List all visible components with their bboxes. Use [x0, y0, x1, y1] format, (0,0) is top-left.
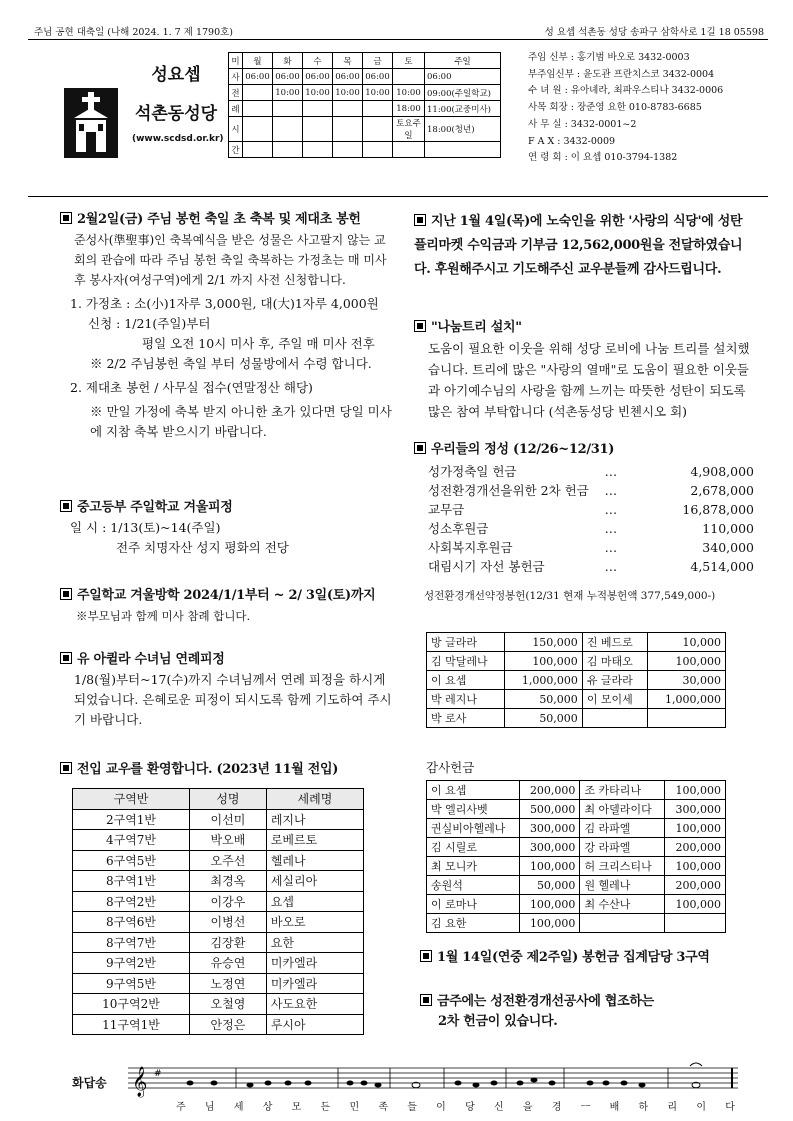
section-body: 1/8(월)부터~17(수)까지 수녀님께서 연례 피정을 하시게 되었습니다. 은혜로운 피정이 되시도록 함께 기도하여 주시기 바랍니다.	[74, 672, 392, 727]
side-label: 전	[229, 85, 243, 101]
mass-time: 10:00	[363, 85, 393, 101]
offering-dots: …	[604, 483, 618, 498]
table-cell: 200,000	[519, 781, 580, 800]
table-cell: 미카엘라	[266, 973, 363, 994]
table-cell: 6구역5반	[73, 850, 190, 871]
offering-amount: 340,000	[702, 540, 754, 555]
table-cell: 최경옥	[190, 871, 267, 892]
thanks-table	[426, 780, 726, 933]
pledge-table	[426, 632, 726, 728]
mass-time	[243, 85, 273, 101]
table-cell	[582, 709, 648, 728]
bullet-square-icon	[414, 442, 426, 454]
table-row	[427, 895, 726, 914]
section-title: 전입 교우를 환영합니다. (2023년 11월 전입)	[60, 760, 395, 780]
table-cell: 진 베드로	[582, 633, 648, 652]
thanks-title: 감사헌금	[426, 760, 475, 775]
table-cell: 50,000	[505, 709, 583, 728]
lyric-syllable: 님	[204, 1102, 216, 1113]
bullet-square-icon	[60, 588, 72, 600]
side-label: 시	[229, 117, 243, 142]
lyric-syllable: 다	[725, 1102, 736, 1113]
psalm-label: 화답송	[72, 1076, 107, 1090]
candle-note-2: ※ 만일 가정에 축복 받지 아니한 초가 있다면 당일 미사에 지참 축복 받으시기 바랍니다.	[90, 404, 392, 439]
mass-time: 11:00(교중미사)	[425, 101, 501, 117]
table-cell: 100,000	[648, 652, 726, 671]
offering-amount: 2,678,000	[690, 483, 754, 498]
mass-schedule-table	[228, 52, 501, 158]
table-cell: 8구역1반	[73, 871, 190, 892]
lyric-syllable: 든	[320, 1102, 332, 1113]
lyric-syllable: 리	[667, 1102, 679, 1113]
table-row	[427, 633, 726, 652]
contact-line: F A X : 3432-0009	[528, 135, 616, 147]
table-cell: 8구역6반	[73, 912, 190, 933]
section-title: 주일학교 겨울방학 2024/1/1부터 ~ 2/ 3일(토)까지	[60, 586, 395, 606]
church-address: 성 요셉 석촌동 성당 송파구 삼학사로 1길 18 05598	[544, 27, 764, 38]
issue-info: 주님 공현 대축일 (나해 2024. 1. 7 제 1790호)	[34, 27, 233, 38]
offering-label: 대림시기 자선 봉헌금	[428, 559, 545, 574]
offering-row	[428, 538, 754, 557]
section-offerings	[414, 440, 754, 606]
section-vacation	[60, 586, 395, 626]
table-cell: 최 아델라이다	[580, 800, 665, 819]
table-cell: 허 크리스티나	[580, 857, 665, 876]
table-cell: 로베르토	[266, 830, 363, 851]
bullet-square-icon	[60, 212, 72, 224]
table-cell: 유승연	[190, 953, 267, 974]
section-title: 우리들의 정성 (12/26~12/31)	[414, 440, 754, 460]
table-row	[427, 819, 726, 838]
table-cell	[648, 709, 726, 728]
retreat-place: 전주 치명자산 성지 평화의 전당	[116, 540, 289, 555]
table-cell: 요한	[266, 932, 363, 953]
mass-time: 토요주일	[393, 117, 425, 142]
section-title-2: 2차 헌금이 있습니다.	[438, 1014, 558, 1029]
lyric-syllable: ㅡ	[580, 1102, 592, 1113]
table-cell: 바오로	[266, 912, 363, 933]
table-row	[73, 850, 364, 871]
table-cell: 9구역5반	[73, 973, 190, 994]
table-cell	[665, 914, 726, 933]
retreat-date: 일 시 : 1/13(토)~14(주일)	[70, 520, 221, 535]
section-retreat	[60, 498, 395, 558]
lyric-syllable: 하	[638, 1102, 650, 1113]
lyric-syllable: 상	[262, 1102, 274, 1113]
mass-time: 10:00	[393, 85, 425, 101]
table-cell: 500,000	[519, 800, 580, 819]
pledge-title: 성전환경개선약정봉헌(12/31 현재 누적봉헌액 377,549,000-)	[424, 590, 716, 602]
table-cell: 100,000	[519, 895, 580, 914]
church-name-block	[132, 60, 224, 144]
table-cell: 박 엘리사벳	[427, 800, 520, 819]
offering-amount: 16,878,000	[682, 502, 754, 517]
table-cell: 100,000	[665, 819, 726, 838]
side-label: 미	[229, 53, 243, 69]
contact-line: 사목 회장 : 장준영 요한 010-8783-6685	[528, 102, 702, 114]
table-cell: 박 레지나	[427, 690, 505, 709]
table-cell: 오철영	[190, 994, 267, 1015]
table-cell: 이 요셉	[427, 781, 520, 800]
candle-apply-time: 평일 오전 10시 미사 후, 주일 매 미사 전후	[142, 336, 375, 351]
table-cell: 100,000	[665, 857, 726, 876]
table-cell: 노정연	[190, 973, 267, 994]
psalm-lyrics	[176, 1098, 736, 1113]
table-cell: 10,000	[648, 633, 726, 652]
mass-time: 06:00	[425, 69, 501, 85]
table-cell: 50,000	[519, 876, 580, 895]
mass-time: 06:00	[273, 69, 303, 85]
candle-note: ※ 2/2 주님봉헌 축일 부터 성물방에서 수령 합니다.	[90, 356, 372, 371]
table-cell: 8구역2반	[73, 891, 190, 912]
table-cell: 유 글라라	[582, 671, 648, 690]
table-cell: 송원석	[427, 876, 520, 895]
section-newcomers	[60, 760, 395, 780]
section-title: 2월2일(금) 주님 봉헌 축일 초 축복 및 제대초 봉헌	[60, 210, 395, 230]
section-counting-duty	[420, 948, 760, 968]
column-header: 세례명	[266, 789, 363, 810]
table-row	[73, 973, 364, 994]
table-cell: 김 마태오	[582, 652, 648, 671]
offering-row	[428, 519, 754, 538]
lyric-syllable: 모	[291, 1102, 303, 1113]
table-cell: 이 로마나	[427, 895, 520, 914]
offering-label: 교무금	[428, 502, 465, 517]
table-cell: 헬레나	[266, 850, 363, 871]
section-candle	[60, 210, 395, 442]
table-row	[73, 809, 364, 830]
table-cell: 세실리아	[266, 871, 363, 892]
section-sharing-tree	[414, 318, 754, 422]
bullet-square-icon	[414, 320, 426, 332]
church-website: (www.scdsd.or.kr)	[132, 134, 224, 144]
table-cell: 50,000	[505, 690, 583, 709]
masthead-bar	[28, 22, 768, 40]
table-cell: 이 요셉	[427, 671, 505, 690]
table-cell: 30,000	[648, 671, 726, 690]
table-cell: 김 시릴로	[427, 838, 520, 857]
section-title: 지난 1월 4일(목)에 노숙인을 위한 '사랑의 식당'에 성탄 플리마켓 수익금과 기부금 12,562,000원을 전달하였습니다. 후원해주시고 기도해주신 교우분들께 감사드립니다.	[414, 214, 743, 277]
header-divider	[28, 196, 768, 197]
contact-line: 부주임신부 : 윤도관 프란치스코 3432-0004	[528, 68, 715, 80]
bullet-square-icon	[60, 500, 72, 512]
church-name-1: 성요셉	[151, 65, 201, 85]
section-title: 금주에는 성전환경개선공사에 협조하는	[420, 992, 760, 1012]
section-title: "나눔트리 설치"	[414, 318, 754, 338]
table-cell: 레지나	[266, 809, 363, 830]
offering-dots: …	[604, 521, 618, 536]
table-row	[73, 994, 364, 1015]
column-header: 성명	[190, 789, 267, 810]
table-cell: 10구역2반	[73, 994, 190, 1015]
table-row	[73, 912, 364, 933]
table-row	[73, 953, 364, 974]
svg-text:#: #	[154, 1069, 162, 1079]
candle-apply: 신청 : 1/21(주일)부터	[88, 316, 211, 331]
table-cell: 이선미	[190, 809, 267, 830]
table-cell: 4구역7반	[73, 830, 190, 851]
lyric-syllable: 들	[407, 1102, 418, 1113]
mass-time: 06:00	[363, 69, 393, 85]
lyric-syllable: 신	[493, 1102, 505, 1113]
offering-dots: …	[604, 540, 618, 555]
table-cell: 안정은	[190, 1014, 267, 1035]
church-logo	[64, 88, 118, 158]
mass-time	[333, 101, 363, 117]
candle-item-2: 2. 제대초 봉헌 / 사무실 접수(연말정산 해당)	[70, 380, 313, 395]
mass-time	[363, 101, 393, 117]
offering-row	[428, 500, 754, 519]
day-header: 수	[303, 53, 333, 69]
day-header: 화	[273, 53, 303, 69]
table-cell	[580, 914, 665, 933]
bullet-square-icon	[420, 950, 432, 962]
table-row	[427, 652, 726, 671]
mass-time: 18:00(청년)	[425, 117, 501, 142]
table-cell: 최 수산나	[580, 895, 665, 914]
table-cell: 원 헬레나	[580, 876, 665, 895]
table-cell: 김 막달레나	[427, 652, 505, 671]
table-cell: 이 모이세	[582, 690, 648, 709]
table-row	[427, 690, 726, 709]
table-cell: 방 글라라	[427, 633, 505, 652]
table-cell: 미카엘라	[266, 953, 363, 974]
day-header: 목	[333, 53, 363, 69]
mass-time: 10:00	[273, 85, 303, 101]
section-body: 준성사(準聖事)인 축복예식을 받은 성물은 사고팔지 않는 교회의 관습에 따라 주님 봉헌 축일 축복하는 가정초는 매 미사 후 봉사자(여성구역)에게 2/1 까지 사전 신청합니다.	[74, 233, 387, 287]
lyric-syllable: 당	[465, 1102, 476, 1113]
offering-dots: …	[604, 502, 618, 517]
side-label: 례	[229, 101, 243, 117]
table-cell: 박 로사	[427, 709, 505, 728]
table-cell: 김 라파엘	[580, 819, 665, 838]
section-title: 1월 14일(연중 제2주일) 봉헌금 집계담당 3구역	[420, 948, 760, 968]
table-cell: 사도요한	[266, 994, 363, 1015]
table-row	[73, 871, 364, 892]
offering-label: 사회복지후원금	[428, 540, 513, 555]
table-row	[73, 891, 364, 912]
table-row	[427, 671, 726, 690]
table-cell: 200,000	[665, 876, 726, 895]
table-cell: 11구역1반	[73, 1014, 190, 1035]
offering-label: 성소후원금	[428, 521, 489, 536]
day-header: 주일	[425, 53, 501, 69]
lyric-syllable: 이	[436, 1102, 447, 1113]
table-cell: 100,000	[519, 914, 580, 933]
mass-time: 06:00	[303, 69, 333, 85]
day-header: 금	[363, 53, 393, 69]
table-cell: 300,000	[519, 838, 580, 857]
offering-row	[428, 557, 754, 576]
section-donation-report	[414, 210, 754, 282]
table-cell: 1,000,000	[505, 671, 583, 690]
contact-line: 수 녀 원 : 유아녜라, 최파우스티나 3432-0006	[528, 85, 724, 97]
column-header: 구역반	[73, 789, 190, 810]
offering-row	[428, 462, 754, 481]
table-cell: 김 요한	[427, 914, 520, 933]
offering-dots: …	[604, 464, 618, 479]
mass-time: 10:00	[303, 85, 333, 101]
lyric-syllable: 세	[233, 1102, 245, 1113]
mass-time	[303, 101, 333, 117]
bullet-square-icon	[60, 762, 72, 774]
lyric-syllable: 경	[551, 1102, 563, 1113]
contact-line: 주임 신부 : 홍기범 바오로 3432-0003	[528, 52, 690, 63]
church-icon	[64, 88, 118, 158]
table-cell: 이병선	[190, 912, 267, 933]
lyric-syllable: 민	[349, 1102, 361, 1113]
table-row	[427, 781, 726, 800]
mass-time: 06:00	[243, 69, 273, 85]
mass-time	[393, 69, 425, 85]
lyric-syllable: 배	[609, 1102, 621, 1113]
table-cell: 강 라파엘	[580, 838, 665, 857]
section-title: 중고등부 주일학교 겨울피정	[60, 498, 395, 518]
table-cell: 조 카타리나	[580, 781, 665, 800]
offering-label: 성전환경개선을위한 2차 헌금	[428, 483, 589, 498]
table-row	[427, 876, 726, 895]
table-row	[73, 830, 364, 851]
table-cell: 9구역2반	[73, 953, 190, 974]
contact-line: 연 령 회 : 이 요셉 010-3794-1382	[528, 152, 678, 164]
table-cell: 8구역7반	[73, 932, 190, 953]
bullet-square-icon	[414, 214, 426, 226]
lyric-syllable: 이	[696, 1102, 707, 1113]
table-row	[73, 1014, 364, 1035]
table-row	[427, 800, 726, 819]
table-cell: 김장환	[190, 932, 267, 953]
table-row	[427, 857, 726, 876]
table-cell: 권실비아헬레나	[427, 819, 520, 838]
newcomer-table	[72, 788, 364, 1035]
contact-list	[528, 50, 778, 167]
day-header: 토	[393, 53, 425, 69]
day-header: 월	[243, 53, 273, 69]
offering-label: 성가정축일 헌금	[428, 464, 517, 479]
table-row	[73, 932, 364, 953]
table-cell: 최 모니카	[427, 857, 520, 876]
table-cell: 100,000	[505, 652, 583, 671]
lyric-syllable: 을	[522, 1102, 534, 1113]
offering-list	[414, 462, 754, 576]
mass-time: 18:00	[393, 101, 425, 117]
bullet-square-icon	[60, 652, 72, 664]
mass-time: 10:00	[333, 85, 363, 101]
table-cell: 100,000	[519, 857, 580, 876]
lyric-syllable: 족	[378, 1102, 390, 1113]
table-cell: 100,000	[665, 895, 726, 914]
contact-line: 사 무 실 : 3432-0001~2	[528, 118, 637, 130]
offering-row	[428, 481, 754, 500]
table-cell: 요셉	[266, 891, 363, 912]
mass-time: 09:00(주일학교)	[425, 85, 501, 101]
treble-clef-icon: 𝄞	[132, 1067, 148, 1097]
table-cell: 300,000	[519, 819, 580, 838]
mass-time	[243, 101, 273, 117]
table-cell: 150,000	[505, 633, 583, 652]
offering-amount: 4,514,000	[690, 559, 754, 574]
table-cell: 2구역1반	[73, 809, 190, 830]
lyric-syllable: 주	[176, 1102, 187, 1113]
table-cell: 200,000	[665, 838, 726, 857]
side-label: 간	[229, 142, 243, 158]
offering-amount: 110,000	[702, 521, 754, 536]
section-title: 유 아퀼라 수녀님 연례피정	[60, 650, 395, 670]
offering-dots: …	[604, 559, 618, 574]
bullet-square-icon	[420, 994, 432, 1006]
table-cell: 300,000	[665, 800, 726, 819]
table-cell: 이강우	[190, 891, 267, 912]
music-staff	[128, 1060, 740, 1100]
section-sister-retreat	[60, 650, 395, 730]
table-row	[427, 709, 726, 728]
table-cell: 오주선	[190, 850, 267, 871]
table-cell: 100,000	[665, 781, 726, 800]
offering-amount: 4,908,000	[690, 464, 754, 479]
mass-time: 06:00	[333, 69, 363, 85]
table-cell: 박오배	[190, 830, 267, 851]
side-label: 사	[229, 69, 243, 85]
table-row	[427, 838, 726, 857]
mass-time	[273, 101, 303, 117]
table-cell: 루시아	[266, 1014, 363, 1035]
section-second-collection	[420, 992, 760, 1032]
vacation-note: ※부모님과 함께 미사 참례 합니다.	[76, 609, 251, 623]
candle-item-1: 1. 가정초 : 소(小)1자루 3,000원, 대(大)1자루 4,000원	[70, 296, 379, 311]
section-body: 도움이 필요한 이웃을 위해 성당 로비에 나눔 트리를 설치했습니다. 트리에 많은 "사랑의 열매"로 도움이 필요한 이웃들과 아기예수님의 사랑을 함께 느끼는 따뜻한 성탄이 되도록 많은 참여 부탁합니다 (석촌동성당 빈첸시오 회)	[428, 341, 750, 419]
table-row	[427, 914, 726, 933]
table-cell: 1,000,000	[648, 690, 726, 709]
church-name-2: 석촌동성당	[134, 104, 218, 124]
